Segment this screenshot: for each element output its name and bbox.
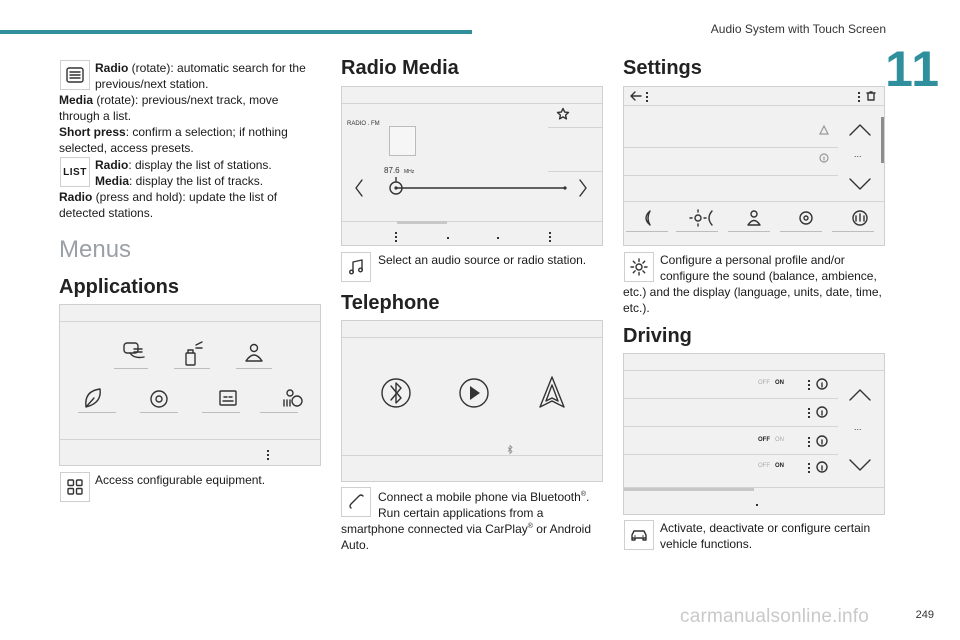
ambience-dial-icon [151, 391, 167, 407]
list-icon-box [60, 157, 90, 187]
settings-kebab-right[interactable] [858, 92, 860, 104]
radio-kebab-icon-1[interactable] [395, 232, 397, 244]
applications-screen [59, 304, 321, 466]
back-arrow-icon[interactable] [629, 91, 643, 101]
watermark: carmanualsonline.info [680, 606, 870, 627]
applications-heading: Applications [59, 276, 180, 298]
source-scroll-indicator [397, 221, 447, 224]
list-icon: LIST [63, 166, 87, 178]
settings-kebab-left[interactable] [646, 92, 648, 104]
perfume-app-icon [186, 342, 202, 365]
radio-caption: Select an audio source or radio station. [378, 253, 587, 267]
radio-kebab-icon-2[interactable] [549, 232, 551, 244]
settings-scrollbar[interactable] [881, 117, 884, 163]
radio-band-label: RADIO . FM [347, 121, 380, 127]
favorite-star-icon[interactable] [556, 107, 570, 121]
scroll-up-icon[interactable] [848, 123, 872, 137]
music-note-icon [346, 257, 366, 277]
eco-leaf-icon [86, 389, 100, 407]
driving-kebab-4[interactable] [808, 463, 810, 475]
android-auto-icon [540, 377, 564, 407]
apps-row2-icons [78, 385, 308, 413]
radio-media-screen [341, 86, 603, 246]
bluetooth-icon [382, 379, 410, 407]
prev-station-icon [356, 180, 362, 196]
apps-kebab-icon[interactable] [267, 450, 269, 462]
radio-dot-2 [497, 237, 499, 239]
station-artwork [389, 126, 416, 156]
frequency-unit: MHz [404, 169, 415, 175]
menus-heading: Menus [59, 236, 132, 263]
radio-dot-1 [447, 237, 449, 239]
applications-caption: Access configurable equipment. [95, 473, 266, 487]
music-icon-box [341, 252, 371, 282]
header-accent-bar [0, 30, 472, 34]
driving-toggle-3[interactable]: OFF ON [758, 437, 785, 443]
driving-info-icon-3[interactable] [816, 435, 828, 447]
telephone-source-icons [372, 373, 572, 413]
car-icon-box [624, 520, 654, 550]
settings-caption-cont: etc.) and the display (language, units, date, time, etc.). [623, 285, 882, 315]
driver-profile-icon [748, 211, 760, 225]
dial-icon-box [60, 60, 90, 90]
settings-gear-icon [629, 257, 649, 277]
chapter-number: 11 [885, 41, 940, 97]
radio-media-heading: Radio Media [341, 57, 459, 79]
driving-info-icon-2[interactable] [816, 406, 828, 418]
driving-info-icon-4[interactable] [816, 461, 828, 473]
settings-screen [623, 86, 885, 246]
telephone-screen [341, 320, 603, 482]
frequency-value: 87.6 [384, 166, 400, 175]
telephone-caption-cont: smartphone connected via CarPlay® or Android Auto. [341, 522, 591, 552]
page-number: 249 [915, 609, 934, 621]
driving-scroll-indicator [624, 488, 754, 491]
settings-caption: Configure a personal profile and/or configure the sound (balance, ambience, [660, 253, 877, 283]
driving-page-dot [756, 504, 758, 506]
frequency-slider[interactable] [352, 177, 592, 199]
apps-row1-icons [116, 339, 266, 369]
driving-screen [623, 353, 885, 515]
sound-settings-icon [800, 212, 812, 224]
telephone-heading: Telephone [341, 292, 440, 314]
telephone-caption: Connect a mobile phone via Bluetooth®. Run certain applications from a [378, 490, 590, 520]
dial-description: Radio (rotate): automatic search for the previous/next station. [95, 61, 306, 91]
driving-kebab-2[interactable] [808, 408, 810, 420]
grid-apps-icon [65, 477, 85, 497]
settings-tab-icons[interactable] [638, 207, 870, 229]
next-station-icon [580, 180, 586, 196]
driving-info-icon-1[interactable] [816, 378, 828, 390]
phone-handset-icon [346, 492, 366, 512]
driving-toggle-1[interactable]: OFF ON [758, 380, 785, 386]
car-icon [629, 525, 649, 545]
driving-scroll-up-icon[interactable] [848, 388, 872, 402]
driving-scroll-down-icon[interactable] [848, 458, 872, 472]
scroll-down-icon[interactable] [848, 177, 872, 191]
trash-icon[interactable] [866, 91, 876, 101]
driving-heading: Driving [623, 325, 692, 347]
carplay-icon [460, 379, 488, 407]
rotary-dial-icon [65, 65, 85, 85]
driving-kebab-1[interactable] [808, 380, 810, 392]
settings-icon-box [624, 252, 654, 282]
warning-icon [819, 125, 829, 135]
air-timer-icon [284, 390, 302, 406]
driving-more-label: ... [854, 422, 862, 432]
car-profile-icon [220, 391, 236, 405]
day-night-icon [690, 210, 712, 226]
night-mode-icon [646, 211, 650, 225]
driving-caption: Activate, deactivate or configure certain vehicle functions. [660, 521, 871, 551]
bluetooth-status-icon [506, 445, 514, 455]
settings-heading: Settings [623, 57, 702, 79]
connectivity-settings-icon [853, 211, 867, 225]
driving-kebab-3[interactable] [808, 437, 810, 449]
profile-app-icon [246, 345, 262, 362]
driving-toggle-4[interactable]: OFF ON [758, 463, 785, 469]
list-description: Radio: display the list of stations. Media: display the list of tracks. [95, 158, 272, 188]
dial-description-cont: Media (rotate): previous/next track, move through a list. Short press: confirm a selection; if nothing selected, access presets. [59, 93, 288, 155]
apps-icon-box [60, 472, 90, 502]
phone-icon-box [341, 487, 371, 517]
running-header: Audio System with Touch Screen [710, 22, 886, 36]
message-app-icon [124, 343, 144, 358]
settings-more-label: ... [854, 149, 862, 159]
list-description-cont: Radio (press and hold): update the list of detected stations. [59, 190, 278, 220]
info-icon [819, 153, 829, 163]
